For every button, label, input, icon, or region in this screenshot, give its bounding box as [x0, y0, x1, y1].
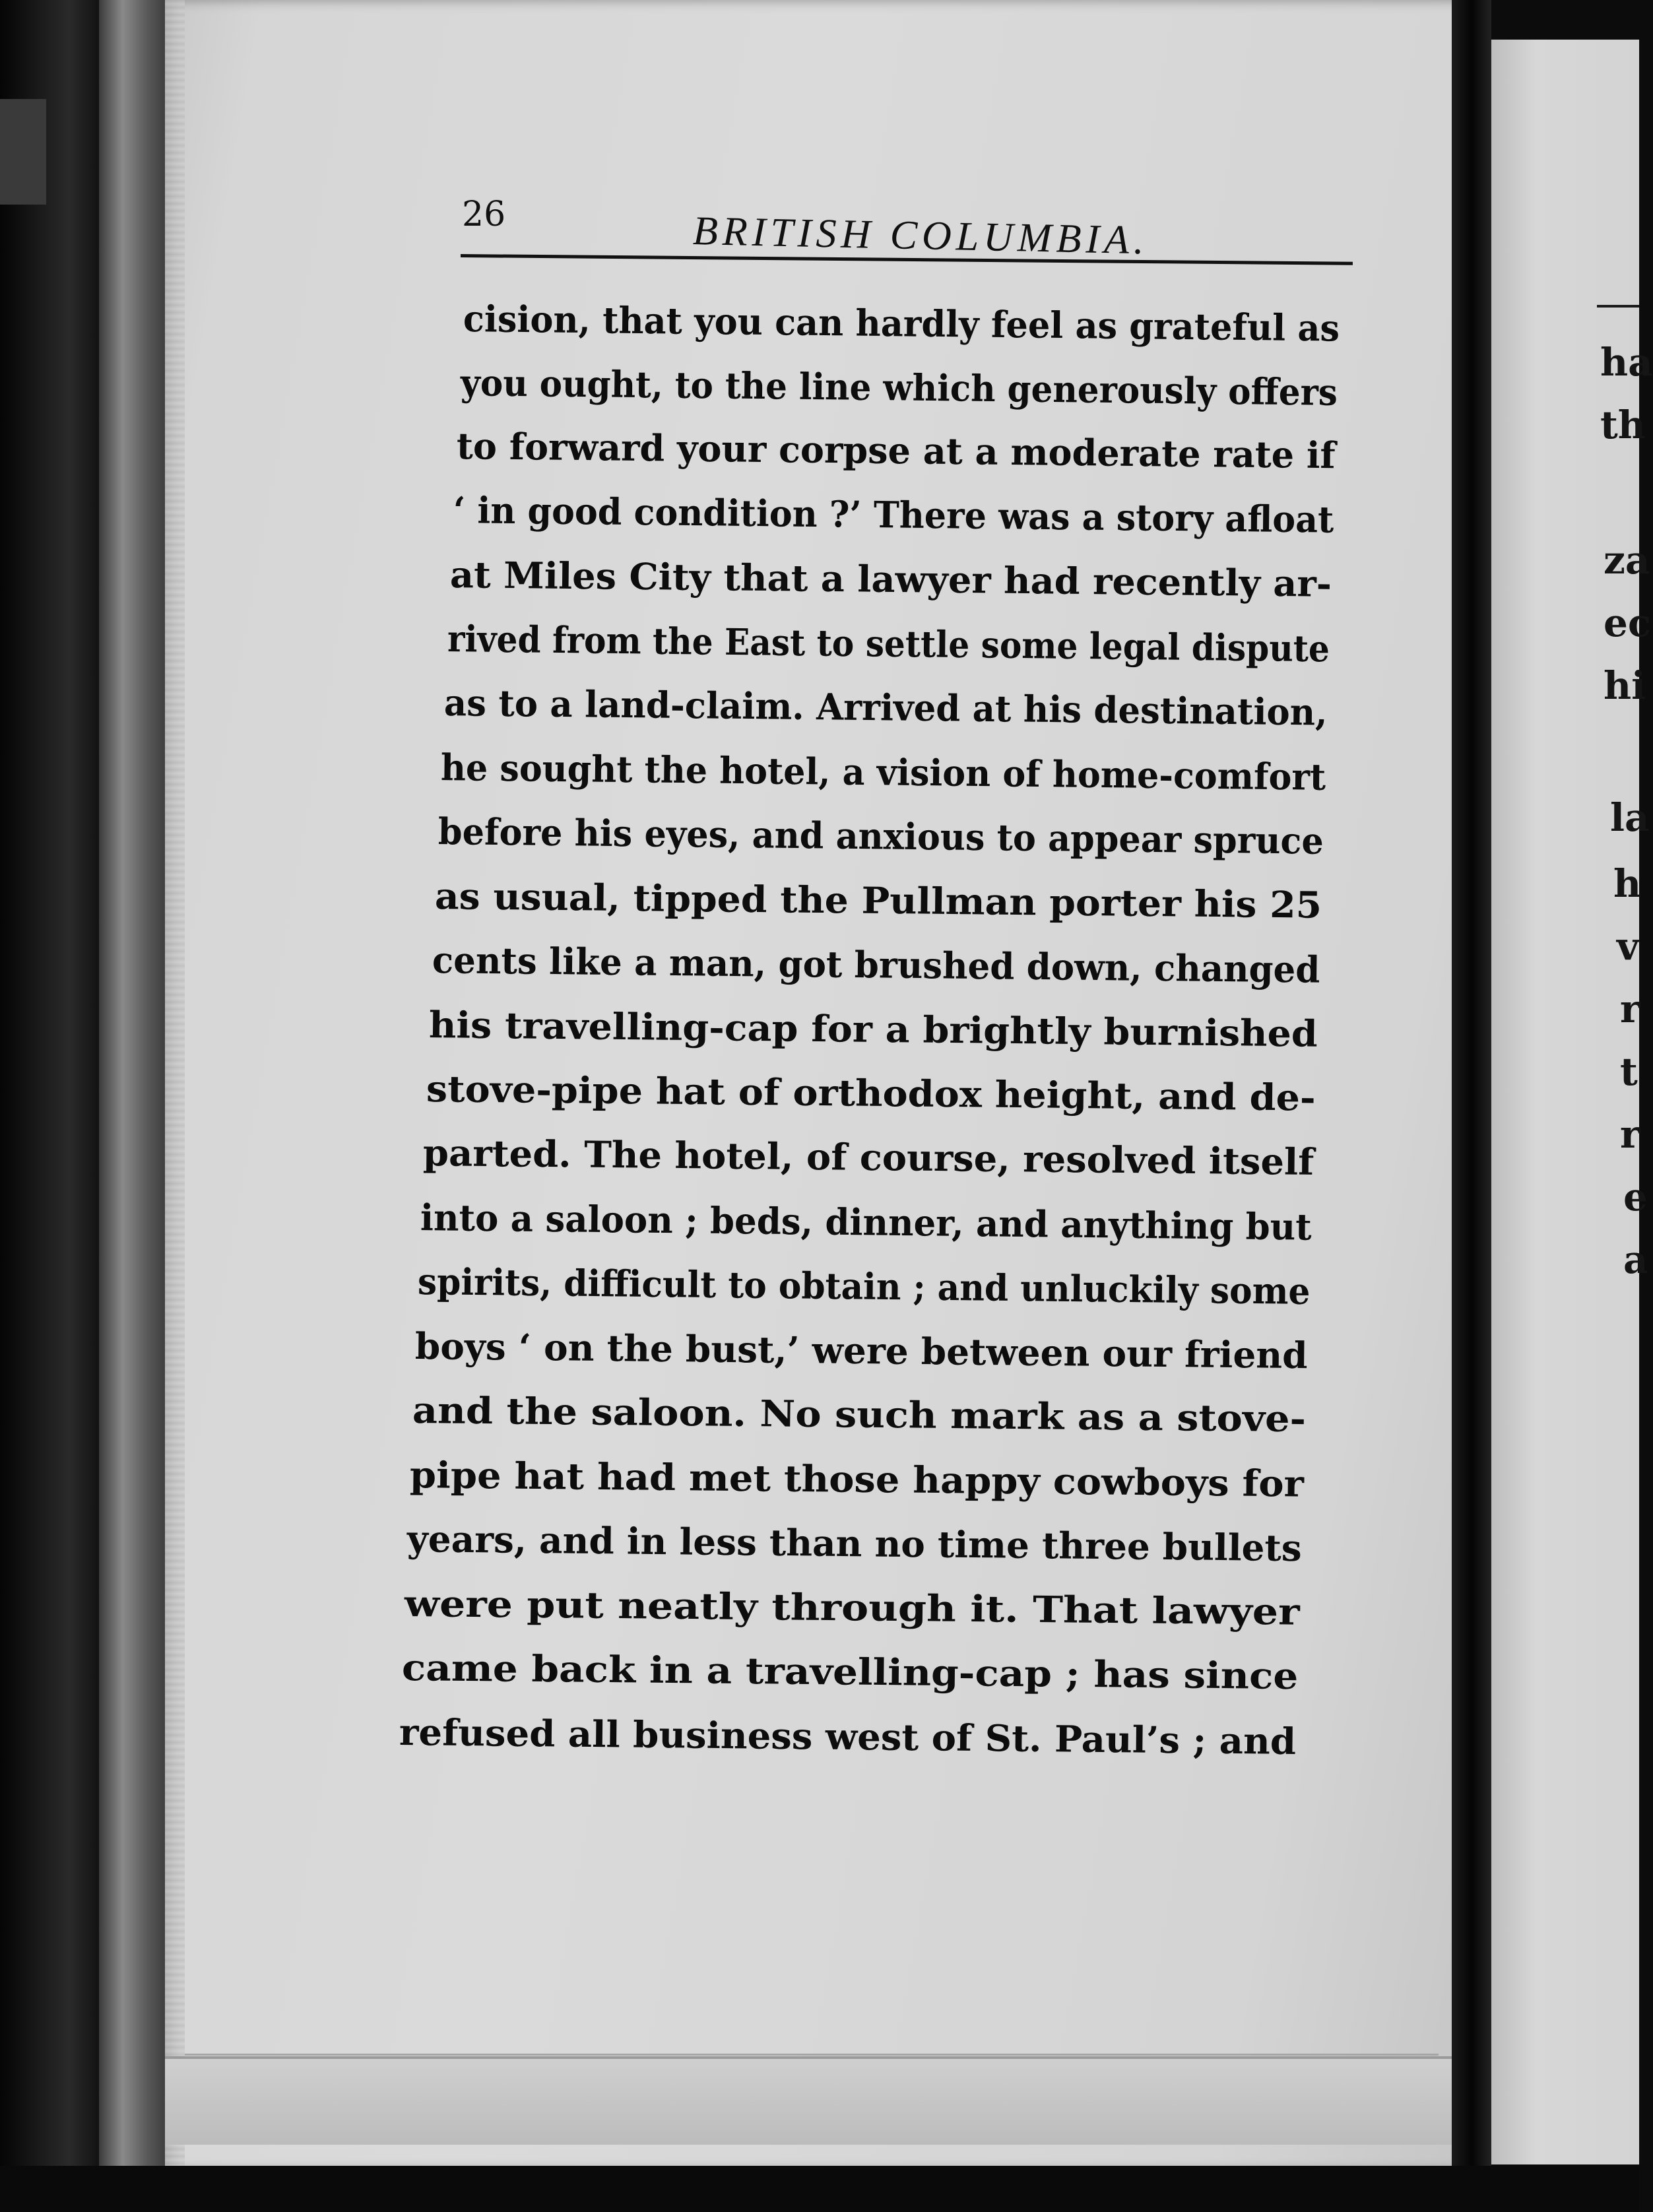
text-line: cision, that you can hardly feel as grateful as [463, 297, 1340, 350]
text-line: boys ‘ on the bust,’ were between our friend [414, 1324, 1308, 1377]
text-line: before his eyes, and anxious to appear spruce [438, 810, 1324, 862]
text-line: refused all business west of St. Paul’s ; and [399, 1710, 1297, 1763]
text-line: rived from the East to settle some legal dispute [447, 617, 1330, 670]
text-line: as to a land-claim. Arrived at his destination, [443, 681, 1328, 734]
text-line: pipe hat had met those happy cowboys for [409, 1453, 1305, 1505]
text-line: and the saloon. No such mark as a stove- [412, 1388, 1307, 1441]
text-line: he sought the hotel, a vision of home-comfort [440, 746, 1326, 798]
facing-text-fragment: a [1623, 1237, 1648, 1282]
text-line: you ought, to the line which generously offers [460, 361, 1338, 414]
facing-text-fragment: ec [1604, 601, 1652, 645]
page-bottom-line [185, 2054, 1439, 2056]
facing-text-fragment: h [1613, 861, 1642, 906]
text-line: spirits, difficult to obtain ; and unluckily some [417, 1260, 1311, 1313]
facing-text-fragment: r [1620, 987, 1640, 1031]
facing-text-fragment: hi [1604, 663, 1646, 708]
text-line: stove-pipe hat of orthodox height, and de- [426, 1067, 1316, 1119]
facing-text-fragment: la [1610, 795, 1650, 840]
facing-text-fragment: r [1620, 1112, 1640, 1157]
left-background [0, 0, 99, 2212]
text-line: cents like a man, got brushed down, changed [432, 938, 1320, 991]
page-number: 26 [462, 195, 506, 234]
text-line: ‘ in good condition ?’ There was a story afloat [453, 488, 1334, 541]
facing-text-fragment: v [1617, 924, 1639, 969]
text-line: to forward your corpse at a moderate rate if [456, 424, 1336, 477]
text-line: were put neatly through it. That lawyer [404, 1582, 1300, 1633]
facing-text-fragment: e [1623, 1175, 1648, 1220]
facing-text-fragment: t [1620, 1049, 1638, 1094]
page-bottom-edge [165, 2056, 1458, 2145]
facing-header-rule [1597, 305, 1639, 308]
body-text [165, 0, 1458, 1980]
text-line: into a saloon ; beds, dinner, and anything but [420, 1196, 1312, 1249]
text-line: his travelling-cap for a brightly burnished [428, 1003, 1318, 1055]
facing-text-fragment: th [1600, 403, 1646, 447]
book-page [165, 0, 1458, 2171]
bottom-background [0, 2166, 1639, 2212]
facing-page [1491, 40, 1653, 2164]
text-line: years, and in less than no time three bullets [406, 1517, 1303, 1570]
facing-text-fragment: za [1604, 538, 1650, 583]
left-background-block [0, 99, 46, 205]
facing-text-fragment: ha [1600, 340, 1653, 385]
text-line: at Miles City that a lawyer had recently ar- [449, 553, 1332, 605]
text-line: parted. The hotel, of course, resolved itself [422, 1131, 1314, 1183]
text-line: as usual, tipped the Pullman porter his 25 [434, 874, 1322, 927]
text-line: came back in a travelling-cap ; has since [401, 1646, 1299, 1698]
running-head: BRITISH COLUMBIA. [692, 209, 1150, 263]
book-gutter [1452, 0, 1491, 2212]
